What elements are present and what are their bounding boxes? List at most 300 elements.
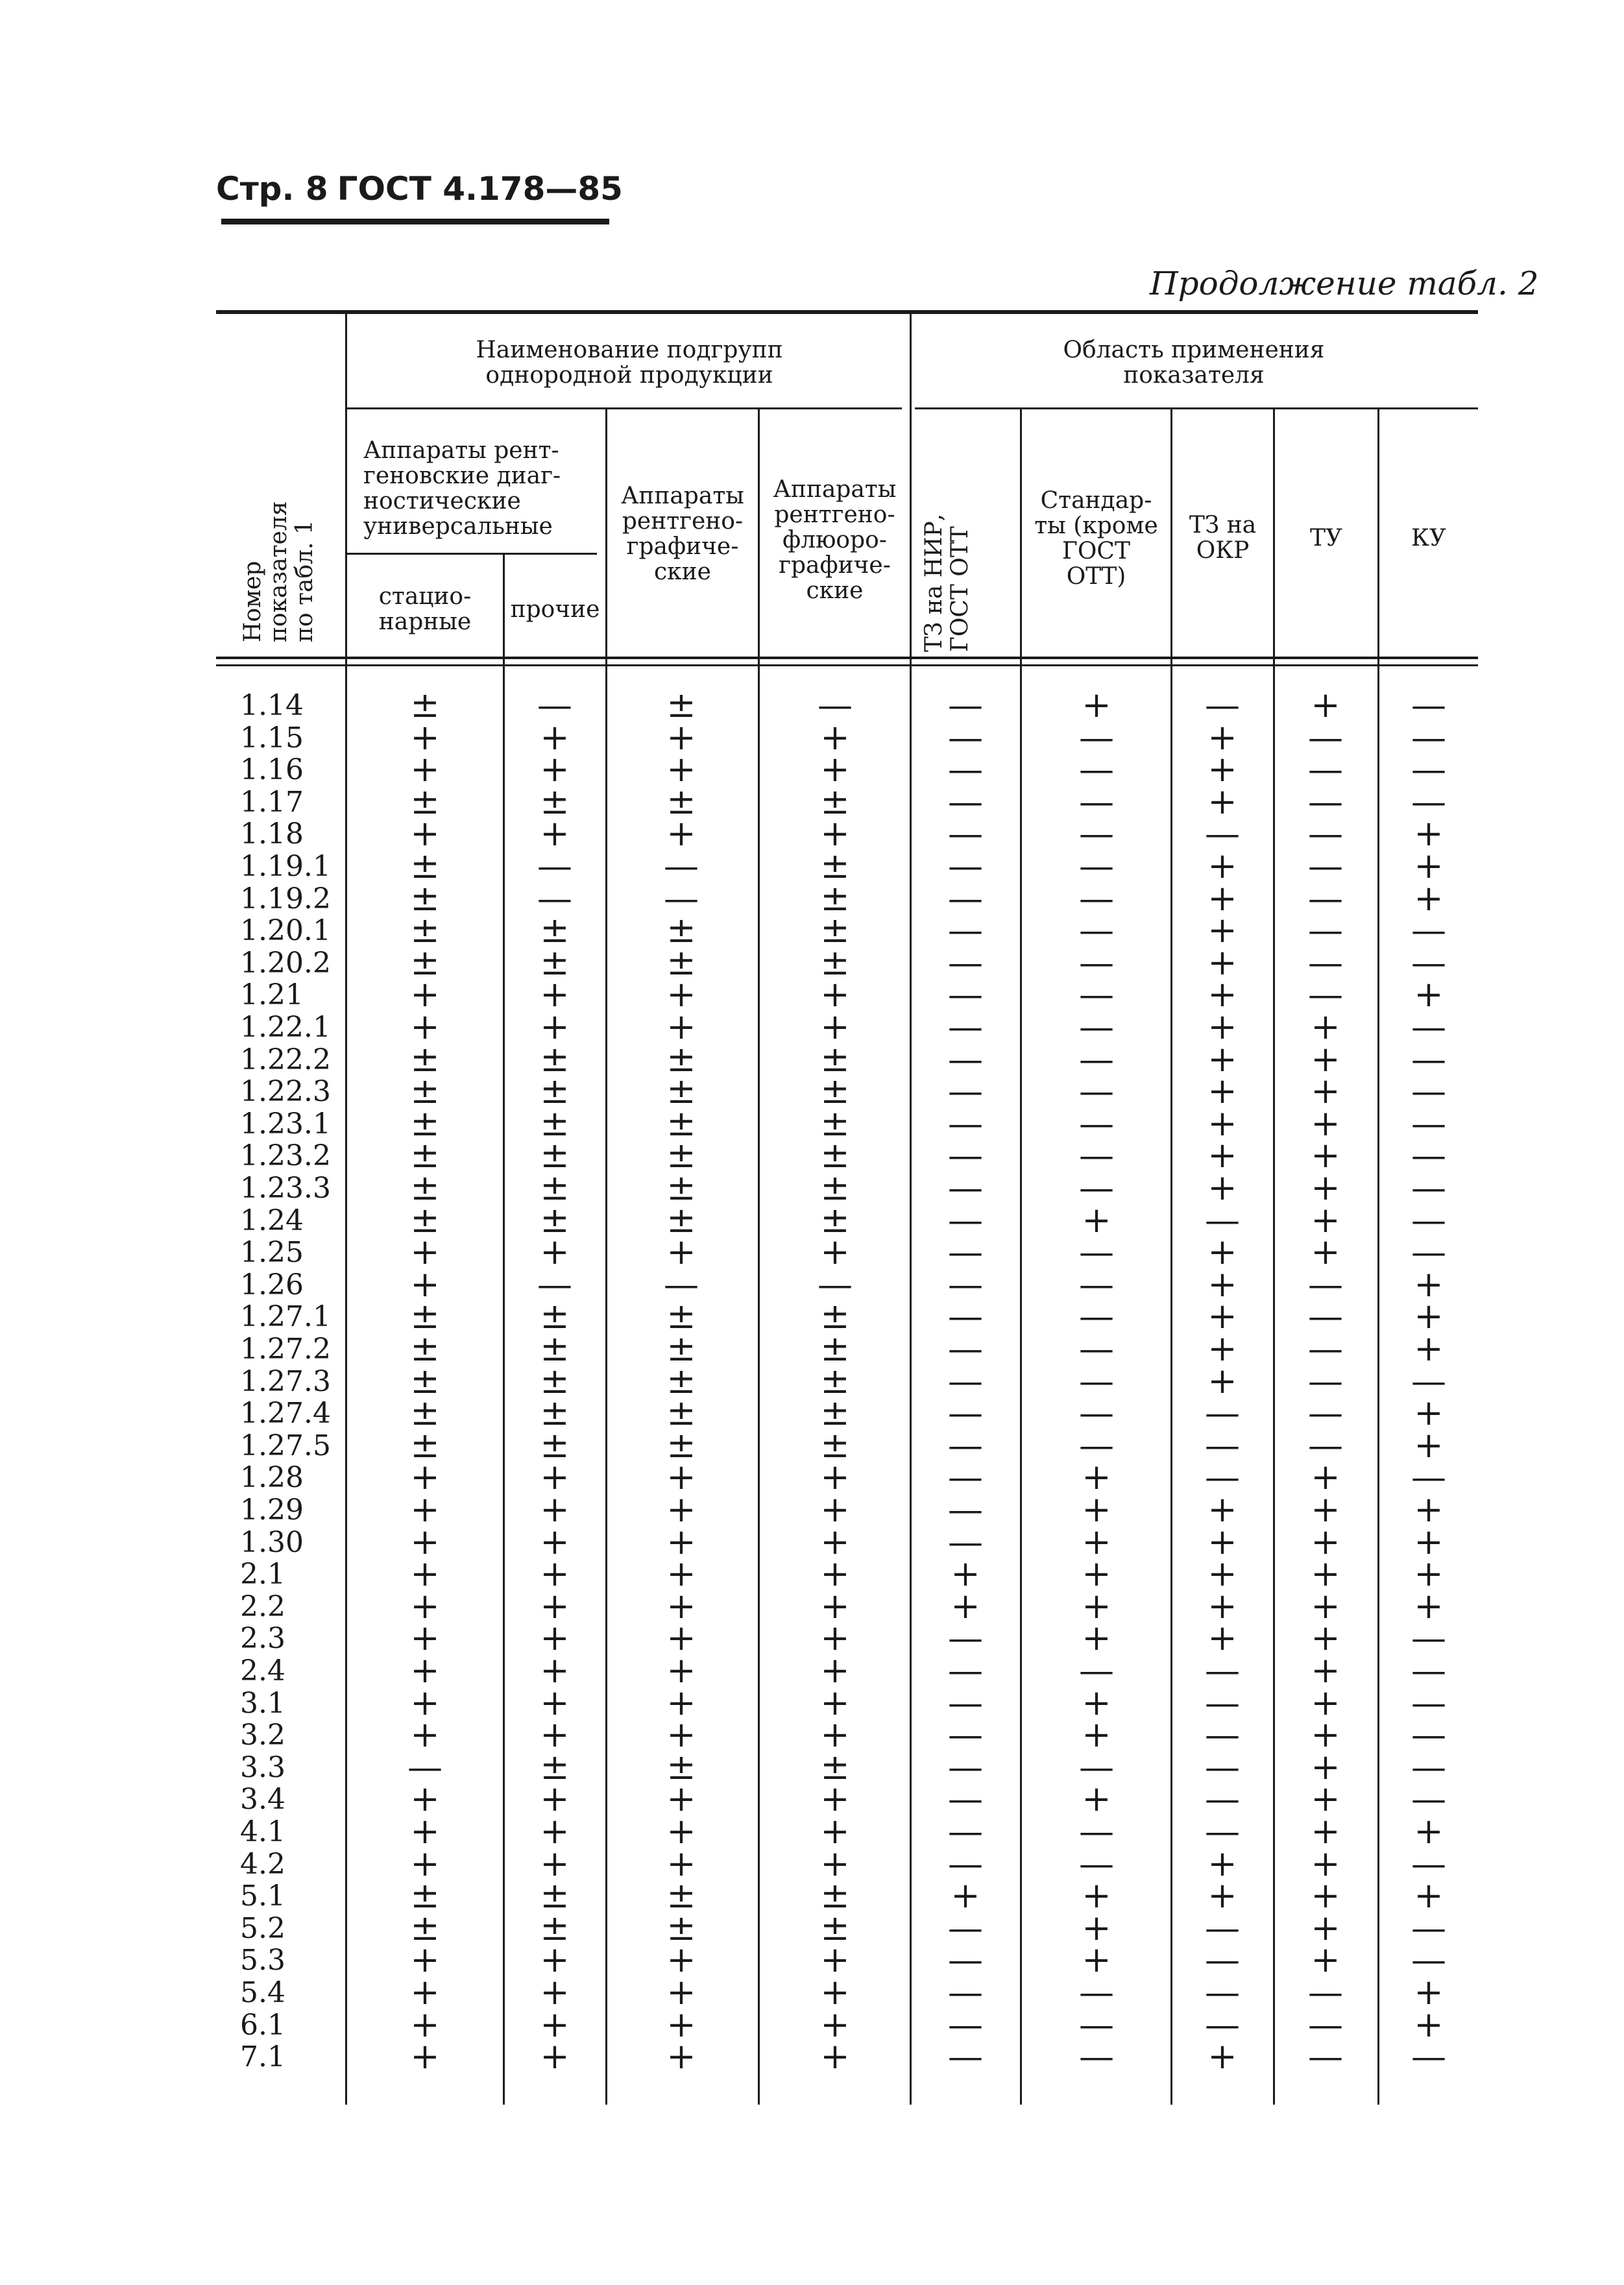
table-cell-mark: — [948, 1263, 983, 1305]
table-cell-mark: + [1311, 1006, 1340, 1047]
table-cell-mark: — [948, 1006, 983, 1047]
table-cell-mark: + [666, 974, 696, 1015]
table-cell-mark: + [1414, 1296, 1444, 1337]
table-cell-mark: + [1082, 1778, 1111, 1820]
table-cell-mark: — [948, 1617, 983, 1659]
table-cell-mark: — [1411, 1102, 1446, 1144]
table-cell-mark: ± [666, 1199, 696, 1240]
table-cell-mark: — [1411, 684, 1446, 725]
table-cell-mark: + [410, 1457, 440, 1498]
table-cell-mark: + [540, 1778, 570, 1820]
table-cell-mark: — [1079, 1296, 1114, 1337]
table-cell-mark: + [820, 1585, 850, 1626]
table-cell-mark: — [1079, 1102, 1114, 1144]
table-cell-mark: ± [540, 1907, 570, 1948]
table-cell-mark: + [540, 1972, 570, 2013]
table-cell-mark: — [948, 1843, 983, 1884]
header-bottom-rule [216, 657, 1478, 659]
table-cell-mark: + [410, 1843, 440, 1884]
table-cell-mark: — [948, 1167, 983, 1208]
table-cell-mark: + [540, 1231, 570, 1273]
table-cell-mark: — [1079, 974, 1114, 1015]
table-cell-mark: — [948, 1939, 983, 1981]
table-cell-mark: — [1308, 845, 1343, 886]
table-cell-mark: ± [540, 1328, 570, 1369]
table-cell-mark: — [948, 1199, 983, 1240]
table-cell-mark: — [948, 1811, 983, 1852]
row-number: 5.4 [240, 1976, 285, 2009]
table-cell-mark: + [1082, 1907, 1111, 1948]
row-number: 1.28 [240, 1461, 304, 1495]
table-cell-mark: + [1414, 1585, 1444, 1626]
table-cell-mark: — [948, 1489, 983, 1530]
table-cell-mark: + [666, 749, 696, 790]
row-number: 1.21 [240, 978, 304, 1012]
table-cell-mark: ± [666, 1102, 696, 1144]
row-number: 7.1 [240, 2040, 285, 2074]
table-cell-mark: + [540, 1489, 570, 1530]
col-rule-8 [1273, 409, 1275, 2105]
table-cell-mark: ± [540, 1296, 570, 1337]
table-cell-mark: ± [410, 845, 440, 886]
table-cell-mark: + [1414, 974, 1444, 1015]
table-cell-mark: — [1205, 1714, 1240, 1756]
table-cell-mark: + [1311, 1714, 1340, 1756]
table-cell-mark: + [1207, 1135, 1237, 1176]
table-cell-mark: ± [540, 1424, 570, 1466]
table-cell-mark: — [948, 1296, 983, 1337]
table-cell-mark: + [820, 1778, 850, 1820]
table-cell-mark: ± [820, 1102, 850, 1144]
table-cell-mark: + [1207, 941, 1237, 983]
table-cell-mark: ± [410, 1038, 440, 1080]
table-cell-mark: + [666, 2036, 696, 2077]
table-cell-mark: + [820, 1489, 850, 1530]
table-cell-mark: — [1079, 1328, 1114, 1369]
table-cell-mark: — [1079, 845, 1114, 886]
table-cell-mark: ± [540, 780, 570, 822]
table-cell-mark: + [666, 1617, 696, 1659]
table-cell-mark: — [1079, 813, 1114, 854]
sub-stationary-header: стацио- нарные [378, 583, 472, 635]
table-cell-mark: + [410, 2003, 440, 2045]
table-cell-mark: ± [666, 1424, 696, 1466]
table-cell-mark: — [1411, 1939, 1446, 1981]
table-cell-mark: ± [540, 1102, 570, 1144]
table-cell-mark: + [1207, 1585, 1237, 1626]
table-cell-mark: + [1207, 1875, 1237, 1916]
table-cell-mark: + [540, 1939, 570, 1981]
table-cell-mark: ± [410, 941, 440, 983]
table-cell-mark: + [951, 1553, 980, 1595]
table-cell-mark: ± [820, 1746, 850, 1787]
table-cell-mark: ± [820, 1167, 850, 1208]
table-cell-mark: ± [540, 1199, 570, 1240]
table-cell-mark: — [1308, 877, 1343, 919]
table-cell-mark: + [820, 1714, 850, 1756]
table-cell-mark: — [1308, 1296, 1343, 1337]
table-cell-mark: — [1079, 1650, 1114, 1691]
table-cell-mark: + [1082, 1939, 1111, 1981]
table-cell-mark: + [410, 1714, 440, 1756]
table-cell-mark: + [1082, 1521, 1111, 1562]
table-cell-mark: — [1079, 910, 1114, 951]
row-number: 1.27.5 [240, 1429, 331, 1462]
row-number: 1.20.2 [240, 946, 331, 980]
table-cell-mark: + [1207, 1296, 1237, 1337]
table-cell-mark: — [537, 1263, 572, 1305]
table-cell-mark: — [1411, 910, 1446, 951]
table-cell-mark: — [948, 2036, 983, 2077]
table-cell-mark: — [1411, 1746, 1446, 1787]
table-cell-mark: ± [410, 1199, 440, 1240]
table-cell-mark: ± [540, 941, 570, 983]
table-cell-mark: ± [820, 910, 850, 951]
table-cell-mark: + [1414, 2003, 1444, 2045]
table-cell-mark: — [948, 1392, 983, 1434]
table-cell-mark: + [820, 1617, 850, 1659]
group-subgroups-rule [347, 407, 902, 409]
table-cell-mark: — [1308, 910, 1343, 951]
scope-tz-nir-header: ТЗ на НИР, ГОСТ ОТТ [921, 513, 973, 652]
col-rule-7 [1170, 409, 1172, 2105]
row-number: 4.2 [240, 1847, 285, 1881]
table-cell-mark: — [1411, 1038, 1446, 1080]
row-number: 2.1 [240, 1558, 285, 1591]
table-cell-mark: + [820, 716, 850, 758]
table-cell-mark: + [1311, 1939, 1340, 1981]
table-cell-mark: + [1414, 1972, 1444, 2013]
table-cell-mark: ± [410, 1392, 440, 1434]
table-cell-mark: — [948, 1328, 983, 1369]
table-cell-mark: + [1207, 1521, 1237, 1562]
table-cell-mark: + [540, 1682, 570, 1723]
table-cell-mark: + [1311, 1457, 1340, 1498]
table-cell-mark: — [1411, 1231, 1446, 1273]
table-cell-mark: — [1079, 1746, 1114, 1787]
table-cell-mark: — [1308, 1424, 1343, 1466]
table-cell-mark: — [1205, 2003, 1240, 2045]
table-cell-mark: + [951, 1585, 980, 1626]
table-cell-mark: ± [540, 1070, 570, 1112]
table-cell-mark: — [1411, 780, 1446, 822]
table-cell-mark: ± [666, 780, 696, 822]
table-cell-mark: + [1311, 1843, 1340, 1884]
table-cell-mark: + [410, 1489, 440, 1530]
table-cell-mark: + [410, 1778, 440, 1820]
table-cell-mark: + [1311, 1070, 1340, 1112]
table-cell-mark: + [1207, 1070, 1237, 1112]
table-cell-mark: — [1205, 1811, 1240, 1852]
table-cell-mark: ± [410, 1907, 440, 1948]
table-cell-mark: — [1411, 1907, 1446, 1948]
col-rule-2 [503, 555, 505, 2105]
table-cell-mark: ± [410, 780, 440, 822]
table-cell-mark: — [1205, 1392, 1240, 1434]
row-number: 1.23.1 [240, 1107, 331, 1141]
table-cell-mark: + [410, 749, 440, 790]
table-cell-mark: ± [410, 1070, 440, 1112]
table-cell-mark: + [666, 1778, 696, 1820]
table-cell-mark: + [666, 1521, 696, 1562]
table-cell-mark: + [410, 1585, 440, 1626]
table-cell-mark: — [948, 1650, 983, 1691]
group-scope-rule [915, 407, 1478, 409]
table-cell-mark: + [1207, 1489, 1237, 1530]
table-cell-mark: — [1079, 1424, 1114, 1466]
col-rule-4 [758, 409, 760, 2105]
table-cell-mark: ± [540, 1392, 570, 1434]
table-cell-mark: + [540, 1843, 570, 1884]
table-cell-mark: + [1207, 1231, 1237, 1273]
table-cell-mark: + [820, 1650, 850, 1691]
table-cell-mark: + [540, 1553, 570, 1595]
table-cell-mark: — [1411, 1070, 1446, 1112]
scope-standards-header: Стандар- ты (кроме ГОСТ ОТТ) [1034, 487, 1158, 590]
table-cell-mark: — [1308, 749, 1343, 790]
table-top-rule [216, 310, 1478, 314]
table-cell-mark: + [1414, 877, 1444, 919]
table-cell-mark: + [410, 716, 440, 758]
table-cell-mark: + [820, 1939, 850, 1981]
table-cell-mark: + [1082, 1553, 1111, 1595]
table-cell-mark: ± [820, 1135, 850, 1176]
table-cell-mark: — [1411, 1167, 1446, 1208]
col-rule-5 [910, 314, 912, 2105]
row-number: 1.23.3 [240, 1172, 331, 1205]
table-cell-mark: + [1207, 910, 1237, 951]
table-cell-mark: + [1207, 1263, 1237, 1305]
table-cell-mark: — [948, 1135, 983, 1176]
table-cell-mark: — [948, 845, 983, 886]
table-cell-mark: — [1079, 1038, 1114, 1080]
table-cell-mark: + [410, 1263, 440, 1305]
table-cell-mark: — [1205, 1424, 1240, 1466]
table-cell-mark: ± [666, 941, 696, 983]
sub-radiographic-header: Аппараты рентгено- графиче- ские [621, 483, 744, 585]
table-cell-mark: — [1079, 877, 1114, 919]
table-cell-mark: — [1205, 1650, 1240, 1691]
row-number: 2.4 [240, 1654, 285, 1687]
row-number: 1.24 [240, 1203, 304, 1237]
col-rule-3 [605, 409, 607, 2105]
table-cell-mark: — [1308, 2036, 1343, 2077]
col-rule-6 [1020, 409, 1022, 2105]
table-cell-mark: + [666, 1843, 696, 1884]
table-cell-mark: ± [410, 910, 440, 951]
universal-rule [347, 553, 597, 555]
table-cell-mark: — [1205, 813, 1240, 854]
table-cell-mark: — [1411, 1006, 1446, 1047]
table-cell-mark: + [666, 1939, 696, 1981]
table-cell-mark: + [410, 1682, 440, 1723]
table-cell-mark: — [1079, 1843, 1114, 1884]
table-cell-mark: + [410, 1617, 440, 1659]
table-cell-mark: ± [410, 1424, 440, 1466]
table-cell-mark: — [1308, 974, 1343, 1015]
header-rule [221, 219, 609, 224]
table-cell-mark: — [1411, 1457, 1446, 1498]
table-cell-mark: + [820, 749, 850, 790]
row-number: 1.25 [240, 1236, 304, 1270]
table-cell-mark: — [948, 877, 983, 919]
table-cell-mark: + [410, 1553, 440, 1595]
table-cell-mark: ± [820, 1907, 850, 1948]
table-cell-mark: + [1207, 1006, 1237, 1047]
table-cell-mark: + [820, 2036, 850, 2077]
table-cell-mark: + [1311, 1875, 1340, 1916]
row-number: 1.26 [240, 1268, 304, 1301]
table-cell-mark: ± [410, 1167, 440, 1208]
table-cell-mark: — [1205, 1907, 1240, 1948]
table-cell-mark: — [1308, 1263, 1343, 1305]
table-cell-mark: — [948, 1972, 983, 2013]
table-cell-mark: — [1411, 1682, 1446, 1723]
table-cell-mark: + [1082, 684, 1111, 725]
table-cell-mark: — [1079, 941, 1114, 983]
table-cell-mark: — [664, 1263, 699, 1305]
table-cell-mark: — [1079, 1167, 1114, 1208]
table-cell-mark: + [1311, 1585, 1340, 1626]
table-cell-mark: + [1207, 1843, 1237, 1884]
table-cell-mark: — [1205, 1199, 1240, 1240]
table-cell-mark: ± [540, 1360, 570, 1401]
table-cell-mark: + [540, 1006, 570, 1047]
table-cell-mark: + [540, 1714, 570, 1756]
table-cell-mark: ± [820, 1328, 850, 1369]
table-cell-mark: + [820, 1553, 850, 1595]
table-cell-mark: + [1311, 1778, 1340, 1820]
table-cell-mark: — [1205, 1746, 1240, 1787]
table-cell-mark: + [410, 974, 440, 1015]
table-cell-mark: + [1207, 716, 1237, 758]
row-number: 3.2 [240, 1719, 285, 1752]
table-cell-mark: + [1207, 749, 1237, 790]
table-cell-mark: + [410, 1006, 440, 1047]
table-cell-mark: — [1411, 1778, 1446, 1820]
row-number: 1.16 [240, 753, 304, 787]
row-number: 1.14 [240, 689, 304, 722]
table-cell-mark: + [666, 1457, 696, 1498]
table-cell-mark: ± [820, 1424, 850, 1466]
table-cell-mark: — [1079, 1392, 1114, 1434]
table-cell-mark: + [410, 1972, 440, 2013]
table-cell-mark: + [1311, 1489, 1340, 1530]
table-cell-mark: ± [666, 1038, 696, 1080]
table-cell-mark: — [948, 813, 983, 854]
col-num-header: Номер показателя по табл. 1 [239, 501, 318, 642]
table-cell-mark: + [1207, 974, 1237, 1015]
row-number: 1.23.2 [240, 1139, 331, 1173]
table-cell-mark: ± [666, 1746, 696, 1787]
table-cell-mark: ± [666, 1328, 696, 1369]
table-cell-mark: — [1079, 1263, 1114, 1305]
col-rule-9 [1377, 409, 1379, 2105]
table-cell-mark: ± [666, 1167, 696, 1208]
scope-tz-okr-header: ТЗ на ОКР [1189, 512, 1257, 564]
table-cell-mark: + [410, 1811, 440, 1852]
table-cell-mark: — [1308, 780, 1343, 822]
table-cell-mark: — [1308, 716, 1343, 758]
table-cell-mark: — [1079, 2003, 1114, 2045]
table-cell-mark: + [540, 1521, 570, 1562]
table-cell-mark: — [1205, 1778, 1240, 1820]
table-cell-mark: — [1205, 684, 1240, 725]
table-cell-mark: ± [666, 1360, 696, 1401]
table-cell-mark: + [1311, 1617, 1340, 1659]
table-cell-mark: + [1311, 1135, 1340, 1176]
table-cell-mark: — [1205, 1682, 1240, 1723]
table-cell-mark: + [666, 1231, 696, 1273]
table-cell-mark: + [1311, 1746, 1340, 1787]
table-cell-mark: — [948, 1102, 983, 1144]
table-cell-mark: — [948, 1360, 983, 1401]
table-cell-mark: + [410, 1650, 440, 1691]
table-cell-mark: — [1411, 1199, 1446, 1240]
table-cell-mark: — [1079, 2036, 1114, 2077]
table-cell-mark: — [1079, 749, 1114, 790]
table-cell-mark: — [407, 1746, 442, 1787]
header-bottom-rule-2 [216, 664, 1478, 666]
table-cell-mark: + [820, 1682, 850, 1723]
table-cell-mark: + [540, 974, 570, 1015]
table-cell-mark: + [1311, 1650, 1340, 1691]
table-cell-mark: ± [820, 941, 850, 983]
row-number: 3.1 [240, 1686, 285, 1720]
table-cell-mark: — [537, 877, 572, 919]
table-cell-mark: + [540, 1457, 570, 1498]
table-cell-mark: + [1414, 1328, 1444, 1369]
table-cell-mark: + [820, 1006, 850, 1047]
table-cell-mark: — [948, 941, 983, 983]
table-cell-mark: ± [410, 1135, 440, 1176]
table-cell-mark: ± [666, 684, 696, 725]
table-cell-mark: ± [666, 1907, 696, 1948]
table-cell-mark: — [1411, 1650, 1446, 1691]
table-cell-mark: — [948, 910, 983, 951]
table-cell-mark: + [1082, 1199, 1111, 1240]
table-cell-mark: + [666, 1489, 696, 1530]
table-cell-mark: ± [820, 780, 850, 822]
row-number: 3.3 [240, 1750, 285, 1784]
row-number: 5.3 [240, 1944, 285, 1977]
table-cell-mark: + [1414, 1424, 1444, 1466]
table-cell-mark: — [948, 1070, 983, 1112]
table-cell-mark: + [410, 1521, 440, 1562]
table-cell-mark: ± [410, 877, 440, 919]
row-number: 1.22.2 [240, 1043, 331, 1076]
table-cell-mark: ± [410, 1875, 440, 1916]
table-cell-mark: — [948, 974, 983, 1015]
table-cell-mark: + [1311, 1521, 1340, 1562]
table-cell-mark: — [1308, 1360, 1343, 1401]
table-cell-mark: — [1308, 1972, 1343, 2013]
table-cell-mark: ± [820, 1038, 850, 1080]
table-cell-mark: ± [666, 1070, 696, 1112]
table-cell-mark: + [540, 1650, 570, 1691]
table-cell-mark: + [1207, 780, 1237, 822]
page-header [216, 170, 632, 208]
table-cell-mark: + [1414, 1392, 1444, 1434]
row-number: 1.19.1 [240, 850, 331, 883]
table-cell-mark: + [666, 1682, 696, 1723]
table-cell-mark: — [664, 845, 699, 886]
table-cell-mark: ± [540, 910, 570, 951]
row-number: 1.30 [240, 1525, 304, 1559]
row-number: 3.4 [240, 1783, 285, 1817]
table-cell-mark: + [820, 2003, 850, 2045]
table-cell-mark: + [1207, 1167, 1237, 1208]
